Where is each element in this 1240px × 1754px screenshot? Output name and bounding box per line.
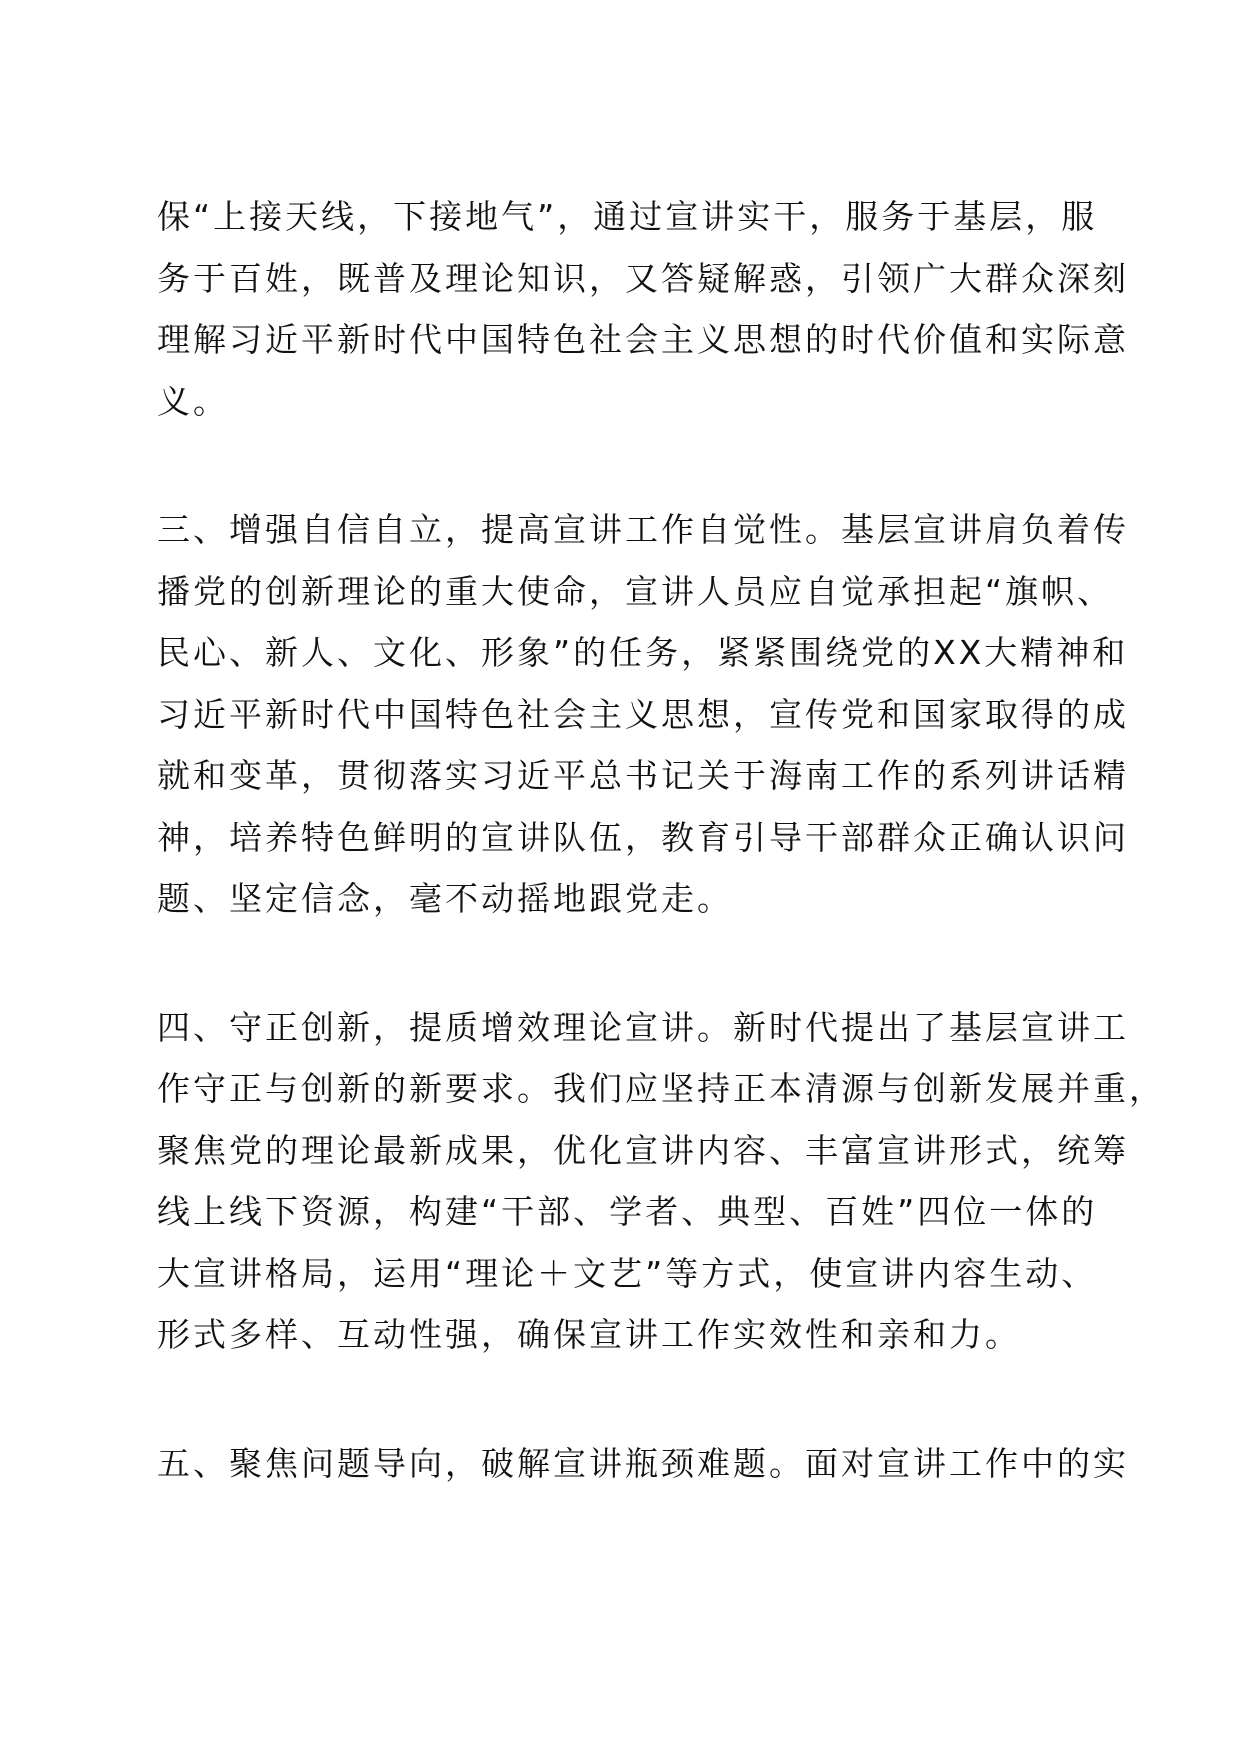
text-line: 务于百姓，既普及理论知识，又答疑解惑，引领广大群众深刻 [157, 258, 1129, 298]
paragraph-section-five [157, 1433, 1129, 1495]
text-line: 四、守正创新，提质增效理论宣讲。新时代提出了基层宣讲工 [157, 1007, 1129, 1047]
text-line: 题、坚定信念，毫不动摇地跟党走。 [157, 879, 733, 918]
text-line: 作守正与创新的新要求。我们应坚持正本清源与创新发展并重， [157, 1069, 1165, 1108]
text-line: 聚焦党的理论最新成果，优化宣讲内容、丰富宣讲形式，统筹 [157, 1130, 1129, 1170]
text-line: 民心、新人、文化、形象”的任务，紧紧围绕党的XX大精神和 [157, 633, 1129, 672]
text-line: 就和变革，贯彻落实习近平总书记关于海南工作的系列讲话精 [157, 756, 1129, 795]
text-line: 理解习近平新时代中国特色社会主义思想的时代价值和实际意 [157, 320, 1129, 359]
text-line: 习近平新时代中国特色社会主义思想，宣传党和国家取得的成 [157, 694, 1129, 734]
text-line: 形式多样、互动性强，确保宣讲工作实效性和亲和力。 [157, 1315, 1021, 1354]
document-body [157, 186, 1165, 1494]
text-line: 大宣讲格局，运用“理论＋文艺”等方式，使宣讲内容生动、 [157, 1253, 1098, 1293]
text-line: 线上线下资源，构建“干部、学者、典型、百姓”四位一体的 [157, 1192, 1098, 1231]
paragraph-section-four [157, 997, 1165, 1366]
paragraph-continuation [157, 186, 1129, 432]
text-line: 保“上接天线，下接地气”，通过宣讲实干，服务于基层，服 [157, 197, 1098, 236]
paragraph-section-three [157, 499, 1129, 930]
text-line: 三、增强自信自立，提高宣讲工作自觉性。基层宣讲肩负着传 [157, 510, 1129, 549]
text-line: 播党的创新理论的重大使命，宣讲人员应自觉承担起“旗帜、 [157, 571, 1114, 611]
text-line: 义。 [157, 381, 229, 421]
text-line: 五、聚焦问题导向，破解宣讲瓶颈难题。面对宣讲工作中的实 [157, 1443, 1129, 1483]
text-line: 神，培养特色鲜明的宣讲队伍，教育引导干部群众正确认识问 [157, 817, 1129, 857]
